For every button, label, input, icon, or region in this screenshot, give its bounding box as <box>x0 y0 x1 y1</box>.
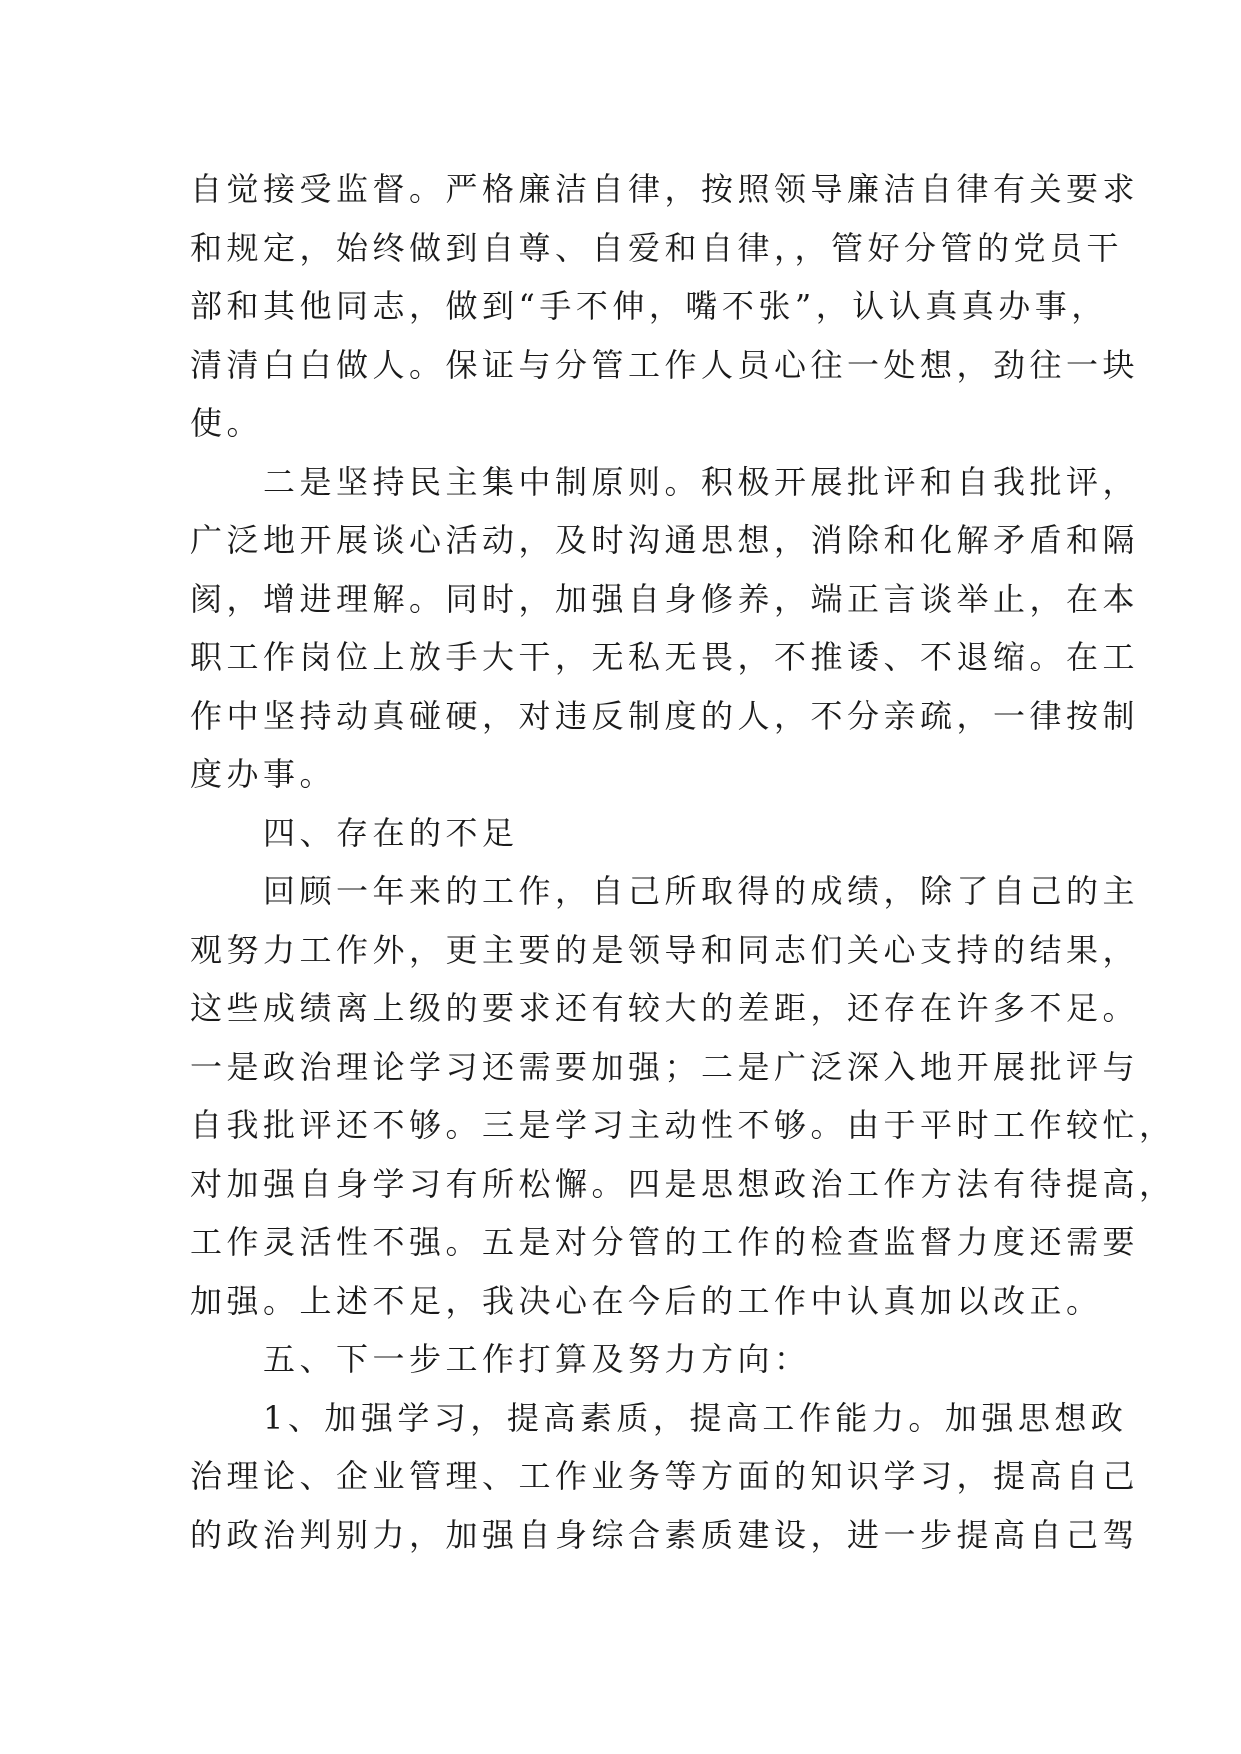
section-heading: 五、下一步工作打算及努力方向： <box>190 1340 811 1378</box>
text-line: 度办事。 <box>190 755 337 793</box>
text-line: 观努力工作外，更主要的是领导和同志们关心支持的结果， <box>190 930 1140 969</box>
text-line: 治理论、企业管理、工作业务等方面的知识学习，提高自己 <box>190 1457 1140 1495</box>
text-line: 的政治判别力，加强自身综合素质建设，进一步提高自己驾 <box>190 1515 1140 1554</box>
text-line: 对加强自身学习有所松懈。四是思想政治工作方法有待提高， <box>190 1164 1176 1203</box>
text-line: 作中坚持动真碰硬，对违反制度的人，不分亲疏，一律按制 <box>190 696 1140 735</box>
text-line: 清清白白做人。保证与分管工作人员心往一处想，劲往一块 <box>190 345 1140 384</box>
text-line: 自我批评还不够。三是学习主动性不够。由于平时工作较忙， <box>190 1106 1176 1144</box>
section-heading: 四、存在的不足 <box>190 813 519 852</box>
text-line: 这些成绩离上级的要求还有较大的差距，还存在许多不足。 <box>190 989 1140 1027</box>
text-line: 阂，增进理解。同时，加强自身修养，端正言谈举止，在本 <box>190 579 1140 618</box>
document-body <box>190 160 1176 1564</box>
text-line: 部和其他同志，做到“手不伸，嘴不张”，认认真真办事， <box>190 287 1108 325</box>
text-line: 二是坚持民主集中制原则。积极开展批评和自我批评， <box>190 462 1140 501</box>
text-line: 自觉接受监督。严格廉洁自律，按照领导廉洁自律有关要求 <box>190 170 1140 208</box>
text-line: 1、加强学习，提高素质，提高工作能力。加强思想政 <box>190 1398 1128 1437</box>
text-line: 加强。上述不足，我决心在今后的工作中认真加以改正。 <box>190 1281 1103 1320</box>
text-line: 和规定，始终做到自尊、自爱和自律，，管好分管的党员干 <box>190 228 1124 267</box>
text-line: 广泛地开展谈心活动，及时沟通思想，消除和化解矛盾和隔 <box>190 521 1140 559</box>
text-line: 回顾一年来的工作，自己所取得的成绩，除了自己的主 <box>190 872 1140 910</box>
text-line: 一是政治理论学习还需要加强；二是广泛深入地开展批评与 <box>190 1047 1140 1086</box>
text-line: 工作灵活性不强。五是对分管的工作的检查监督力度还需要 <box>190 1223 1140 1261</box>
text-line: 职工作岗位上放手大干，无私无畏，不推诿、不退缩。在工 <box>190 638 1140 676</box>
text-line: 使。 <box>190 404 264 442</box>
